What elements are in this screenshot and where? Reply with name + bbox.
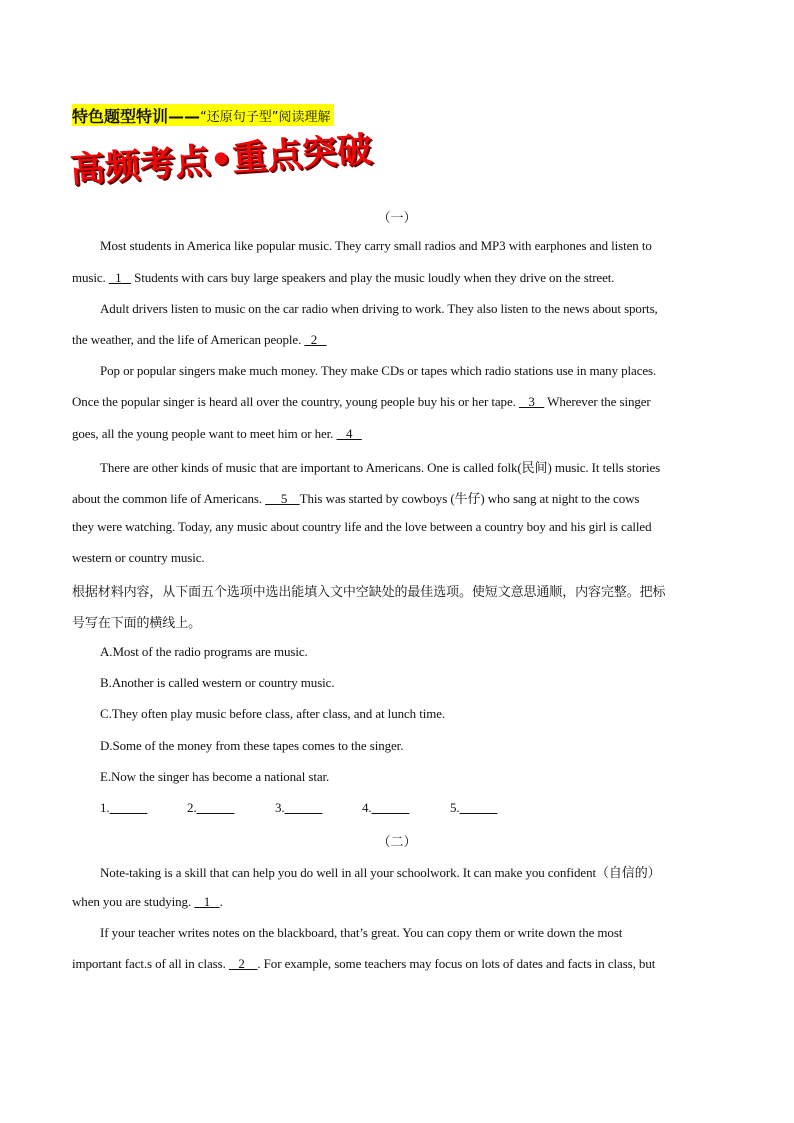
p4-line2: about the common life of Americans. 5 This was started by cowboys (牛仔) who sang at night to the cows xyxy=(72,491,640,506)
option-b: B.Another is called western or country music. xyxy=(100,675,335,690)
answer-1: 1. xyxy=(100,800,147,816)
p2-blank-2: 2 xyxy=(228,956,258,971)
option-c: C.They often play music before class, after class, and at lunch time. xyxy=(100,706,446,721)
option-d: D.Some of the money from these tapes comes to the singer. xyxy=(100,738,404,753)
blank-4: 4 xyxy=(336,426,362,441)
blank-3: 3 xyxy=(518,394,545,409)
option-a: A.Most of the radio programs are music. xyxy=(100,644,308,659)
passage2-title: （二） xyxy=(377,835,417,850)
answer-3: 3. xyxy=(275,800,322,816)
p2-blank-1: 1 xyxy=(194,894,220,909)
passage1-title: （一） xyxy=(377,211,417,226)
option-e: E.Now the singer has become a national star. xyxy=(100,769,330,784)
instruction-line2: 号写在下面的横线上。 xyxy=(72,616,202,631)
header-title: 特色题型特训—— xyxy=(72,106,201,126)
p2-2-line2: important fact.s of all in class. 2 . For example, some teachers may focus on lots of dates and facts in class, but xyxy=(72,956,656,971)
answer-4: 4. xyxy=(362,800,409,816)
answer-1-line[interactable] xyxy=(110,800,148,815)
p2-1-line2: when you are studying. 1 . xyxy=(72,894,223,909)
p3-line3: goes, all the young people want to meet him or her. 4 xyxy=(72,426,362,441)
blank-5: 5 xyxy=(265,491,300,506)
p3-line1: Pop or popular singers make much money. They make CDs or tapes which radio stations use in many places. xyxy=(100,363,657,378)
p2-line1: Adult drivers listen to music on the car radio when driving to work. They also listen to the news about sports, xyxy=(100,301,658,316)
blank-1: 1 xyxy=(108,270,132,285)
answer-5-line[interactable] xyxy=(460,800,498,815)
p2-1-line1: Note-taking is a skill that can help you do well in all your schoolwork. It can make you confident（自信的） xyxy=(100,865,661,880)
p1-line1: Most students in America like popular music. They carry small radios and MP3 with earphones and listen to xyxy=(100,238,652,253)
p4-line4: western or country music. xyxy=(72,550,205,565)
section-header xyxy=(72,104,334,126)
header-tail: 阅读理解 xyxy=(278,109,331,125)
answer-5: 5. xyxy=(450,800,497,816)
banner-wordart: 高频考点•重点突破 xyxy=(68,129,374,191)
answer-4-line[interactable] xyxy=(372,800,410,815)
p1-line2: music. 1 Students with cars buy large speakers and play the music loudly when they drive on the street. xyxy=(72,270,615,285)
header-quoted: “还原句子型” xyxy=(200,109,279,125)
p3-line2: Once the popular singer is heard all over the country, young people buy his or her tape. 3 Wherever the singer xyxy=(72,394,651,409)
p4-line3: they were watching. Today, any music about country life and the love between a country boy and his girl is called xyxy=(72,519,652,534)
instruction-line1: 根据材料内容，从下面五个选项中选出能填入文中空缺处的最佳选项。使短文意思通顺，内容完整。把标 xyxy=(72,585,666,600)
answer-3-line[interactable] xyxy=(285,800,323,815)
blank-2: 2 xyxy=(304,332,327,347)
answer-2-line[interactable] xyxy=(197,800,235,815)
answer-2: 2. xyxy=(187,800,234,816)
p2-line2: the weather, and the life of American people. 2 xyxy=(72,332,327,347)
p2-2-line1: If your teacher writes notes on the blackboard, that’s great. You can copy them or write down the most xyxy=(100,925,623,940)
p4-line1: There are other kinds of music that are important to Americans. One is called folk(民间) music. It tells stories xyxy=(100,460,661,475)
